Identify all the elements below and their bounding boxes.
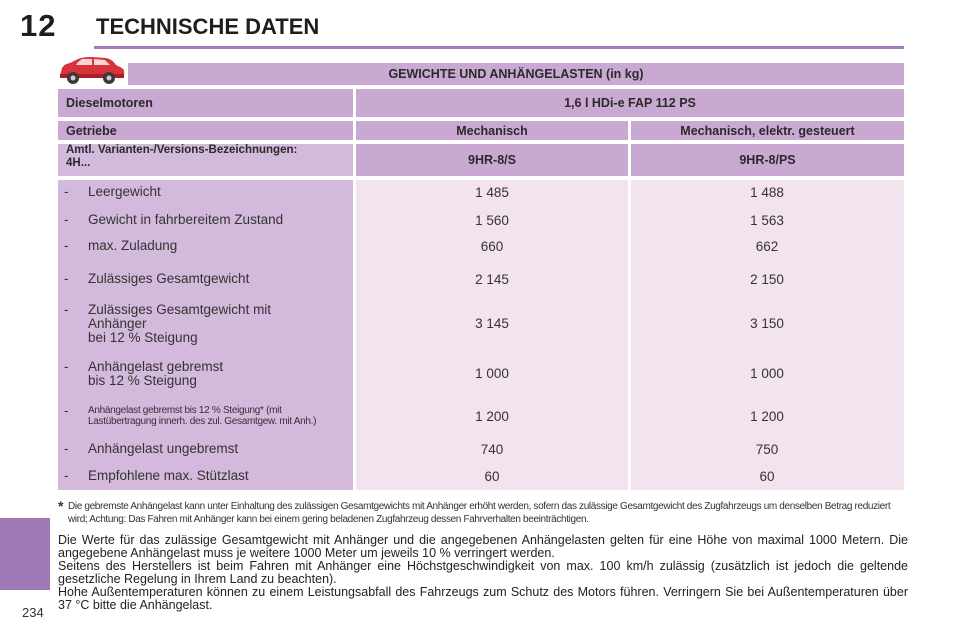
row-label-stuetzlast: - Empfohlene max. Stützlast xyxy=(64,468,249,483)
row-label-anhaengelast-gebremst: - Anhängelast gebremst bis 12 % Steigung xyxy=(64,359,224,388)
engine-label: Dieselmotoren xyxy=(58,89,353,117)
engine-value: 1,6 l HDi-e FAP 112 PS xyxy=(356,89,904,117)
gearbox-col1: Mechanisch xyxy=(356,121,628,140)
paragraph-speed: Seitens des Herstellers ist beim Fahren mit Anhänger eine Höchstgeschwindigkeit von max. 100 km/h zulässig (zusätzlich ist jedoch die geltende gesetzliche Regelung in Ihrem Land zu beachten). xyxy=(58,559,908,586)
row-value-col2: 1 488 xyxy=(750,185,784,200)
row-value-col1: 1 200 xyxy=(475,409,509,424)
paragraph-temperature: Hohe Außentemperaturen können zu einem Leistungsabfall des Fahrzeugs zum Schutz des Motors führen. Verringern Sie bei Außentemperaturen über 37 °C bitte die Anhängelast. xyxy=(58,585,908,612)
variant-label-line1: Amtl. Varianten-/Versions-Bezeichnungen: xyxy=(66,144,298,156)
row-value-col2: 60 xyxy=(759,469,775,484)
row-value-col1: 740 xyxy=(480,442,504,457)
row-label-zuladung: - max. Zuladung xyxy=(64,238,178,253)
gearbox-label: Getriebe xyxy=(58,121,353,140)
row-value-col2: 1 000 xyxy=(750,366,784,381)
variant-label xyxy=(58,144,353,176)
header-rule xyxy=(94,46,904,49)
row-value-col2: 2 150 xyxy=(750,272,784,287)
row-value-col1: 2 145 xyxy=(475,272,509,287)
row-value-col1: 1 560 xyxy=(475,213,509,228)
page-title: TECHNISCHE DATEN xyxy=(96,14,320,39)
paragraph-altitude: Die Werte für das zulässige Gesamtgewicht mit Anhänger und die angegebenen Anhängelasten gelten für eine Höhe von maximal 1000 Metern. Die angegebene Anhängelast muss je weitere 1000 Meter um jeweils 10 % verringert werden. xyxy=(58,533,908,560)
variant-label-line2: 4H... xyxy=(66,157,91,169)
row-value-col2: 750 xyxy=(755,442,779,457)
page-number: 234 xyxy=(22,605,44,620)
table-title: GEWICHTE UND ANHÄNGELASTEN (in kg) xyxy=(128,63,904,85)
row-value-col2: 3 150 xyxy=(750,316,784,331)
row-value-col1: 60 xyxy=(484,469,500,484)
row-value-col2: 1 563 xyxy=(750,213,784,228)
footnote xyxy=(58,500,908,526)
chapter-tab xyxy=(0,518,50,590)
variant-col2: 9HR-8/PS xyxy=(631,144,904,176)
row-label-gesamtgewicht-anhaenger: - Zulässiges Gesamtgewicht mit Anhänger bei 12 % Steigung xyxy=(64,302,272,345)
variant-col1: 9HR-8/S xyxy=(356,144,628,176)
row-value-col1: 3 145 xyxy=(475,316,509,331)
car-icon xyxy=(56,56,126,86)
row-value-col1: 1 485 xyxy=(475,185,509,200)
row-label-anhaengelast-lastuebertragung: - Anhängelast gebremst bis 12 % Steigung* (mit Lastübertragung innerh. des zul. Gesamtgew. mit Anh.) xyxy=(64,403,317,427)
row-value-col1: 1 000 xyxy=(475,366,509,381)
footnote-marker: * xyxy=(58,498,64,514)
gearbox-col2: Mechanisch, elektr. gesteuert xyxy=(631,121,904,140)
row-value-col1: 660 xyxy=(480,239,504,254)
footnote-text: Die gebremste Anhängelast kann unter Einhaltung des zulässigen Gesamtgewichts mit Anhänger erhöht werden, sofern das zulässige Gesamtgewicht des Zugfahrzeugs um denselben Betrag reduziert wird; Achtung: Das Fahren mit Anhänger kann bei einem gering beladenen Zugfahrzeug dessen Fahrverhalten beeinträchtigen. xyxy=(68,501,891,525)
chapter-number: 12 xyxy=(20,8,57,43)
row-value-col2: 1 200 xyxy=(750,409,784,424)
row-label-gesamtgewicht: - Zulässiges Gesamtgewicht xyxy=(64,271,250,286)
row-value-col2: 662 xyxy=(755,239,779,254)
row-label-leergewicht: - Leergewicht xyxy=(64,184,161,199)
row-label-ungebremst: - Anhängelast ungebremst xyxy=(64,441,239,456)
row-label-fahrbereit: - Gewicht in fahrbereitem Zustand xyxy=(64,212,284,227)
